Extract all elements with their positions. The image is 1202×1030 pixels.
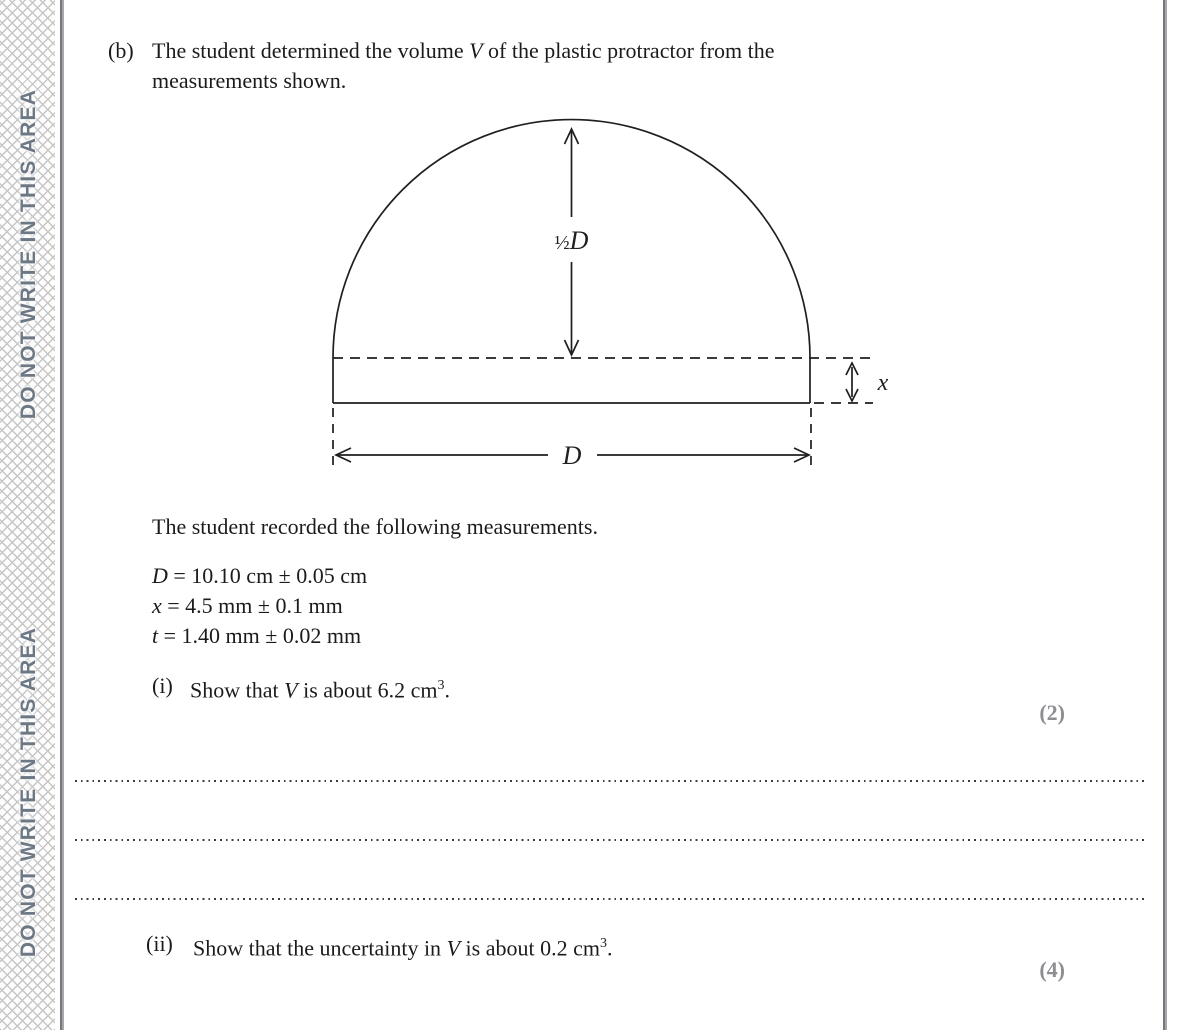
measurement-x-value: = 4.5 mm ± 0.1 mm [161, 593, 343, 618]
measurement-d-value: = 10.10 cm ± 0.05 cm [167, 563, 368, 588]
part-ii-after: is about 0.2 cm [460, 935, 600, 961]
part-ii-text [193, 929, 612, 963]
question-b-line2: measurements shown. [152, 68, 347, 93]
part-ii-before: Show that the uncertainty in [193, 935, 447, 961]
question-b-line1-after: of the plastic protractor from the [482, 38, 775, 63]
measurement-d [152, 561, 367, 591]
question-b-line1-before: The student determined the volume [152, 38, 470, 63]
do-not-write-watermark-bottom: DO NOT WRITE IN THIS AREA [17, 626, 40, 958]
part-i-before: Show that [190, 677, 285, 703]
measurement-t [152, 621, 367, 651]
part-i-variable: V [284, 677, 298, 703]
part-ii-marks-badge: (4) [1039, 957, 1065, 982]
measurement-x [152, 591, 367, 621]
do-not-write-watermark-top: DO NOT WRITE IN THIS AREA [17, 88, 40, 420]
part-ii-label: (ii) [146, 931, 173, 956]
part-ii-variable: V [446, 935, 461, 961]
part-ii-period: . [606, 935, 613, 961]
answer-line-3 [75, 898, 1145, 900]
measurement-x-variable: x [152, 593, 162, 618]
question-b-text [152, 36, 932, 96]
measurement-t-value: = 1.40 mm ± 0.02 mm [158, 623, 362, 648]
question-b-label: (b) [108, 38, 134, 63]
question-b-line1 [152, 36, 932, 66]
x-label: x [877, 370, 889, 396]
measurement-d-variable: D [152, 563, 168, 588]
volume-variable: V [469, 38, 483, 63]
half-d-variable: D [569, 226, 589, 255]
part-ii-superscript: 3 [599, 936, 607, 951]
protractor-diagram [298, 103, 908, 483]
part-i-after: is about 6.2 cm [297, 677, 438, 703]
answer-line-1 [75, 780, 1145, 782]
page-border-right [1163, 0, 1167, 1030]
answer-line-2 [75, 839, 1145, 841]
measurements-intro: The student recorded the following measurements. [152, 514, 598, 539]
x-arrow [846, 363, 858, 401]
measurement-t-variable: t [152, 623, 159, 648]
page-border-left [60, 0, 64, 1030]
measurements-list [152, 561, 367, 651]
half-fraction-glyph: ½ [554, 232, 570, 254]
part-i-period: . [444, 677, 451, 703]
d-label: D [562, 441, 582, 470]
part-i-superscript: 3 [437, 678, 445, 693]
half-d-label [555, 226, 589, 255]
do-not-write-margin [0, 0, 55, 1030]
part-i-marks-badge: (2) [1039, 700, 1065, 725]
part-i-text [190, 671, 450, 705]
part-i-label: (i) [152, 673, 173, 698]
